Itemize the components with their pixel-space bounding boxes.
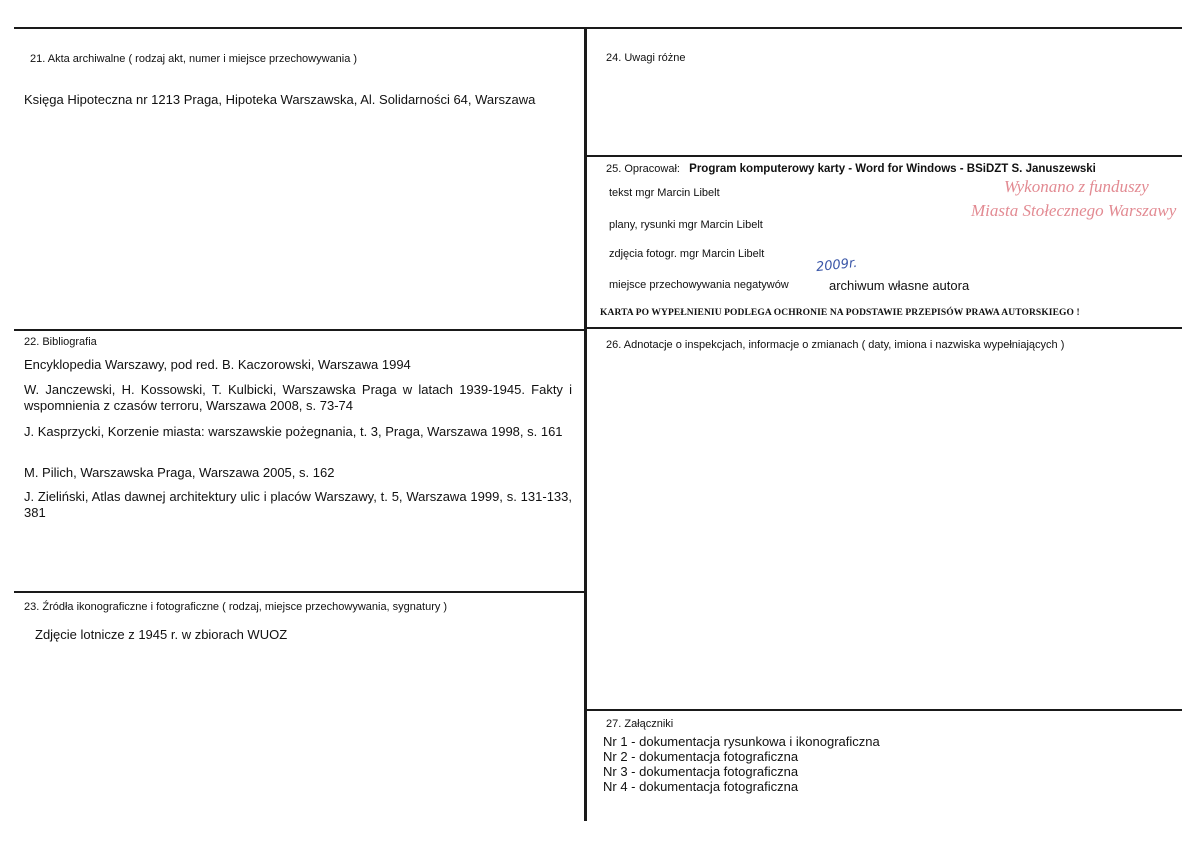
negatives-value: archiwum własne autora <box>829 278 970 293</box>
section-25-heading <box>606 163 1096 175</box>
attachment-item: Nr 3 - dokumentacja fotograficzna <box>603 764 799 779</box>
section-21-content: Księga Hipoteczna nr 1213 Praga, Hipoteka Warszawska, Al. Solidarności 64, Warszawa <box>24 92 536 107</box>
divider-24-25 <box>586 155 1182 157</box>
author-photos-row: zdjęcia fotogr. mgr Marcin Libelt <box>609 248 765 260</box>
program-info: Program komputerowy karty - Word for Windows - BSiDZT S. Januszewski <box>689 163 1096 175</box>
section-25-label: 25. Opracował: <box>606 163 680 175</box>
section-24-heading: 24. Uwagi różne <box>606 52 686 64</box>
divider-25-26 <box>586 327 1182 329</box>
section-21-heading: 21. Akta archiwalne ( rodzaj akt, numer i miejsce przechowywania ) <box>30 53 358 65</box>
author-text-row: tekst mgr Marcin Libelt <box>609 187 720 199</box>
divider-22-23 <box>14 591 585 593</box>
negatives-label: miejsce przechowywania negatywów <box>609 279 789 291</box>
funding-stamp-line2: Miasta Stołecznego Warszawy <box>971 201 1177 220</box>
section-22-heading: 22. Bibliografia <box>24 336 97 348</box>
handwritten-year: 2009r. <box>815 255 859 276</box>
attachment-item: Nr 2 - dokumentacja fotograficzna <box>603 749 799 764</box>
bibliography-entry: W. Janczewski, H. Kossowski, T. Kulbicki, Warszawska Praga w latach 1939-1945. Fakty i wspomnienia z czasów terroru, Warszawa 2008, s. 73-74 <box>24 382 572 413</box>
section-23-content: Zdjęcie lotnicze z 1945 r. w zbiorach WUOZ <box>35 627 288 642</box>
divider-21-22 <box>14 329 585 331</box>
bibliography-entry: M. Pilich, Warszawska Praga, Warszawa 2005, s. 162 <box>24 465 335 480</box>
top-border <box>14 27 1182 29</box>
section-26-heading: 26. Adnotacje o inspekcjach, informacje o zmianach ( daty, imiona i nazwiska wypełniających ) <box>606 339 1065 351</box>
attachment-item: Nr 1 - dokumentacja rysunkowa i ikonograficzna <box>603 734 880 749</box>
copyright-notice: KARTA PO WYPEŁNIENIU PODLEGA OCHRONIE NA PODSTAWIE PRZEPISÓW PRAWA AUTORSKIEGO ! <box>600 308 1080 318</box>
section-23-heading: 23. Źródła ikonograficzne i fotograficzne ( rodzaj, miejsce przechowywania, sygnatury ) <box>24 601 448 613</box>
attachment-item: Nr 4 - dokumentacja fotograficzna <box>603 779 799 794</box>
center-divider <box>584 27 587 821</box>
divider-26-27 <box>586 709 1182 711</box>
author-drawings-row: plany, rysunki mgr Marcin Libelt <box>609 219 763 231</box>
funding-stamp-line1: Wykonano z funduszy <box>1004 177 1149 196</box>
bibliography-entry: Encyklopedia Warszawy, pod red. B. Kaczorowski, Warszawa 1994 <box>24 357 411 372</box>
bibliography-entry: J. Kasprzycki, Korzenie miasta: warszawskie pożegnania, t. 3, Praga, Warszawa 1998, s. 161 <box>24 424 563 439</box>
section-27-heading: 27. Załączniki <box>606 718 674 730</box>
bibliography-entry: J. Zieliński, Atlas dawnej architektury ulic i placów Warszawy, t. 5, Warszawa 1999, s. 131-133, 381 <box>24 489 572 520</box>
